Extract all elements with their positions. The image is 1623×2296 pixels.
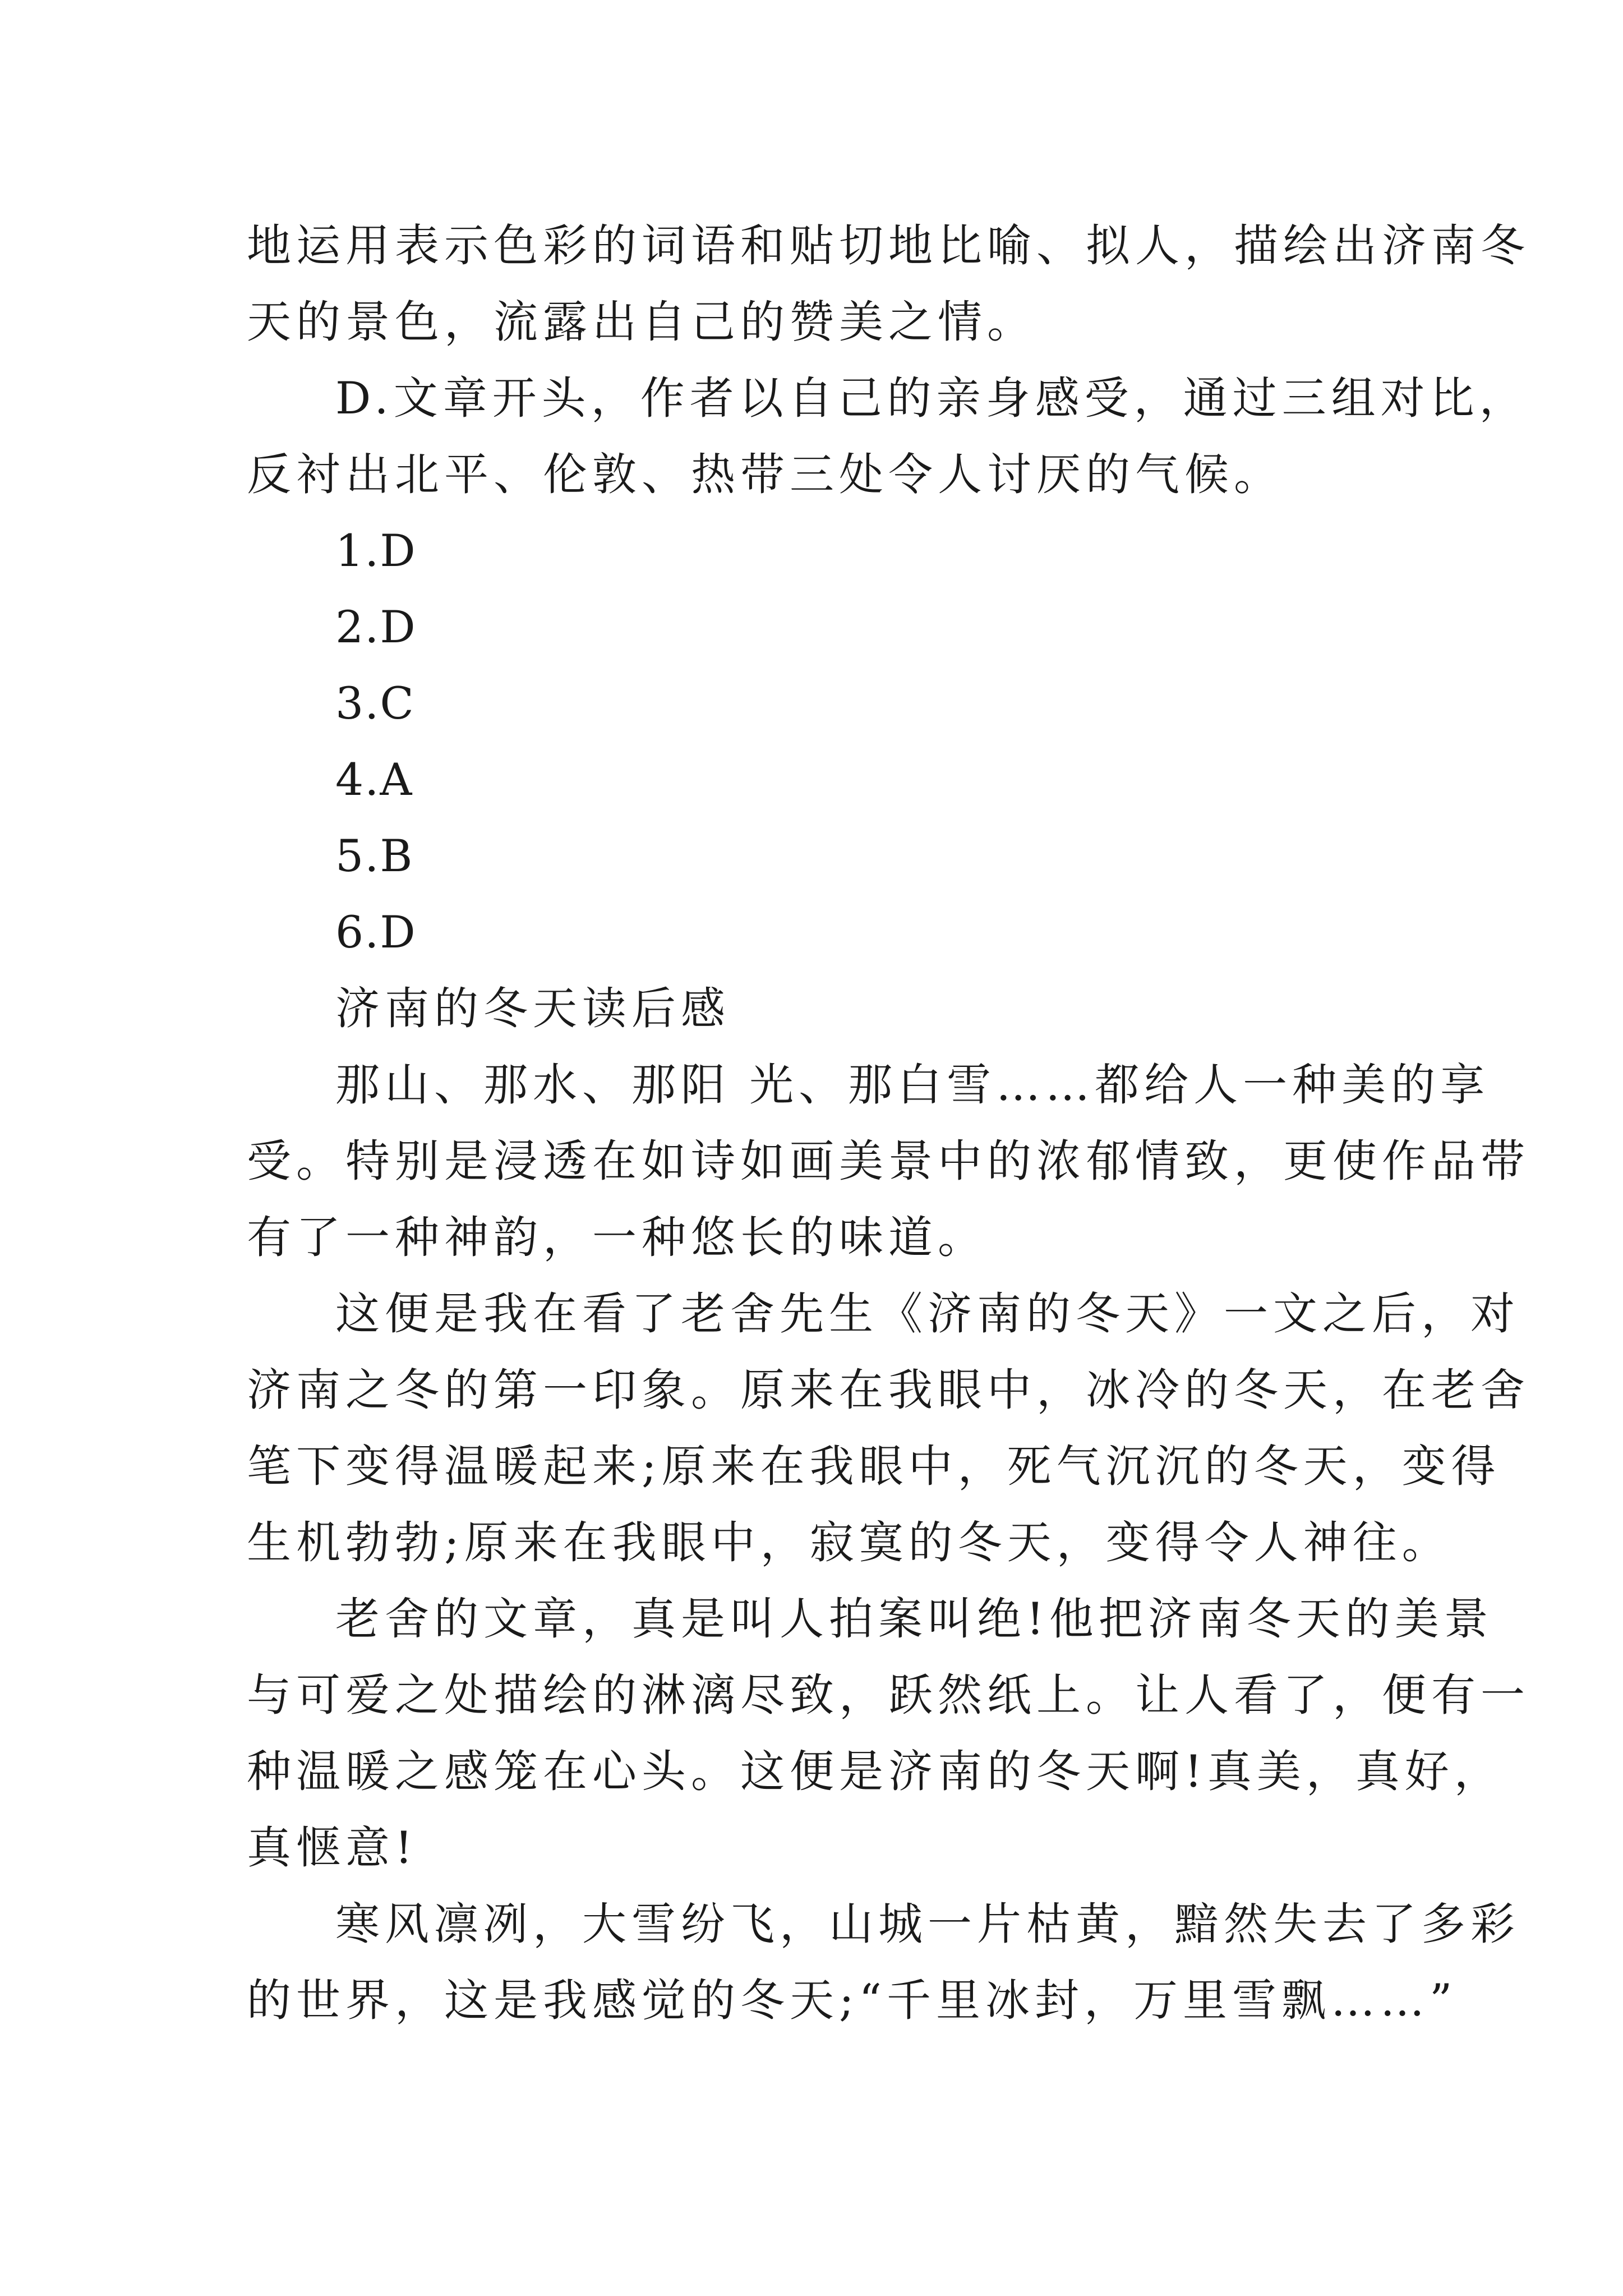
text-line: 的世界，这是我感觉的冬天;“千里冰封，万里雪飘……” [247, 1975, 1458, 2026]
text-line: 济南之冬的第一印象。原来在我眼中，冰冷的冬天，在老舍 [247, 1364, 1530, 1416]
text-line: 有了一种神韵，一种悠长的味道。 [247, 1212, 987, 1263]
text-line: 寒风凛冽，大雪纷飞，山城一片枯黄，黯然失去了多彩 [335, 1898, 1520, 1950]
text-line: 反衬出北平、伦敦、热带三处令人讨厌的气候。 [247, 449, 1283, 500]
answer-item: 2.D [335, 601, 417, 653]
text-line: 地运用表示色彩的词语和贴切地比喻、拟人，描绘出济南冬 [247, 220, 1530, 272]
answer-item: 4.A [335, 754, 413, 806]
document-page [247, 208, 1530, 2039]
answer-item: 5.B [335, 830, 414, 882]
text-line: 老舍的文章，真是叫人拍案叫绝!他把济南冬天的美景 [335, 1593, 1493, 1645]
text-line: 那山、那水、那阳 光、那白雪……都给人一种美的享 [335, 1059, 1490, 1111]
text-line: 受。特别是浸透在如诗如画美景中的浓郁情致，更使作品带 [247, 1135, 1530, 1187]
text-line: 天的景色，流露出自己的赞美之情。 [247, 296, 1036, 348]
essay-paragraph-1 [247, 1047, 1530, 1276]
answer-item: 3.C [335, 678, 415, 729]
option-d-paragraph [247, 360, 1529, 513]
text-line: 这便是我在看了老舍先生《济南的冬天》一文之后，对 [335, 1288, 1520, 1340]
text-line: 真惬意! [247, 1822, 418, 1874]
essay-paragraph-3 [247, 1581, 1530, 1886]
answer-list [247, 513, 1391, 970]
answer-item: 1.D [335, 525, 417, 577]
text-line: 生机勃勃;原来在我眼中，寂寞的冬天，变得令人神往。 [247, 1517, 1451, 1568]
essay-paragraph-4 [247, 1886, 1520, 2039]
text-line: D.文章开头，作者以自己的亲身感受，通过三组对比， [335, 372, 1529, 424]
answer-item: 6.D [335, 907, 417, 958]
text-line: 笔下变得温暖起来;原来在我眼中，死气沉沉的冬天，变得 [247, 1441, 1501, 1492]
text-line: 种温暖之感笼在心头。这便是济南的冬天啊!真美，真好， [247, 1746, 1504, 1797]
text-line: 与可爱之处描绘的淋漓尽致，跃然纸上。让人看了，便有一 [247, 1669, 1530, 1721]
intro-paragraph [247, 208, 1530, 360]
essay-title: 济南的冬天读后感 [335, 983, 730, 1034]
essay-paragraph-2 [247, 1276, 1530, 1581]
